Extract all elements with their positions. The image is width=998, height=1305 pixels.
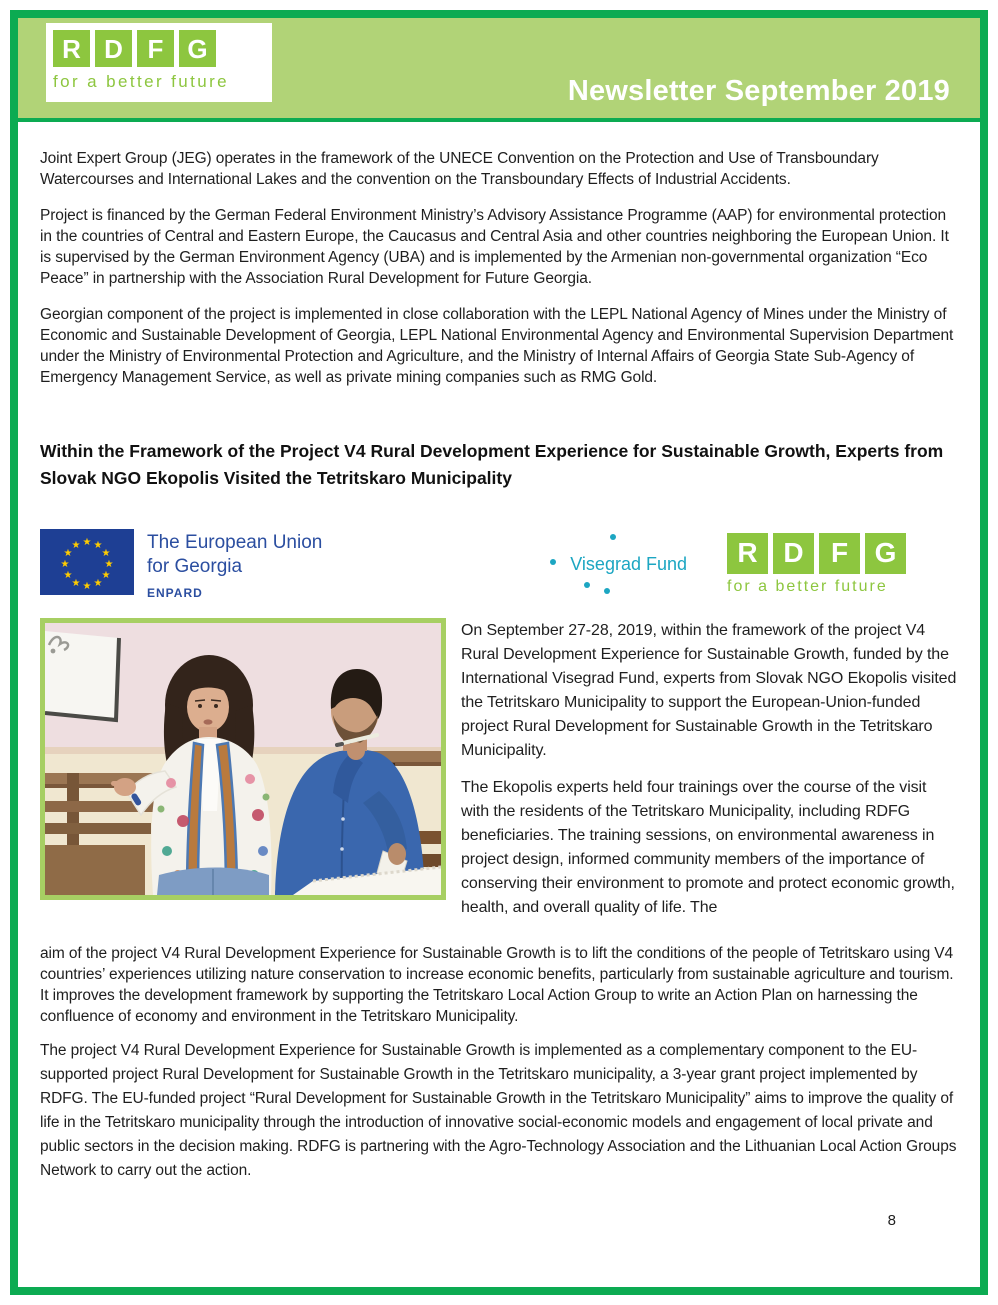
workshop-photo [40,618,446,900]
svg-text:★: ★ [60,558,70,570]
visegrad-dot-icon [604,588,610,594]
visegrad-fund-logo [570,554,687,575]
rdfg-letter-square: R [727,533,768,574]
svg-text:★: ★ [63,569,73,581]
rdfg-letter-square: R [53,30,90,67]
projection-screen [45,631,119,720]
visegrad-dot-icon [584,582,590,588]
article-paragraph: On September 27-28, 2019, within the framework of the project V4 Rural Development Experience for Sustainable Growth, funded by the International Visegrad Fund, experts from Slovak NGO Ekopolis visited the Tetritskaro Municipality to support the European-Union-funded project Rural Development for Sustainable Growth in the Tetritskaro Municipality. [461,622,957,759]
article-paragraph-continued: aim of the project V4 Rural Development Experience for Sustainable Growth is to lift the conditions of the people of Tetritskaro using V4 countries’ experiences utilizing nature conservation to increase economic benefits, particularly from sustainable agriculture and tourism. It improves the development framework by supporting the Tetritskaro Local Action Group to write an Action Plan on harnessing the confluence of economy and environment in the Tetritskaro Municipality. [40,945,954,1025]
rdfg-letter-square: F [819,533,860,574]
page-content [18,122,980,1183]
intro-paragraph: Joint Expert Group (JEG) operates in the framework of the UNECE Convention on the Protection and Use of Transboundary Watercourses and International Lakes and the convention on the Transboundary Effects of Industrial Accidents. [40,150,879,188]
rdfg-logo-article [727,533,906,596]
article-paragraph-final: The project V4 Rural Development Experience for Sustainable Growth is implemented as a complementary component to the EU-supported project Rural Development for Sustainable Growth in the Tetritskaro municipality, a 3-year grant project implemented by RDFG. The EU-funded project “Rural Development for Sustainable Growth in the Tetritskaro Municipality” aims to improve the quality of life in the Tetritskaro municipality through the introduction of innovative social-economic models and engagement of local private and public sectors in the decision making. RDFG is partnering with the Agro-Technology Association and the Lithuanian Local Action Groups Network to carry out the action. [40,1042,957,1179]
svg-text:★: ★ [82,580,92,592]
rdfg-letter-square: F [137,30,174,67]
svg-text:★: ★ [82,536,92,548]
rdfg-logo-header [46,23,272,102]
rdfg-letter-square: G [865,533,906,574]
eu-text-line: The European Union [147,531,323,553]
rdfg-logo-squares [727,533,906,574]
page-number: 8 [887,1212,896,1229]
intro-paragraph: Georgian component of the project is implemented in close collaboration with the LEPL National Agency of Mines under the Ministry of Economic and Sustainable Development of Georgia, LEPL National Environmental Agency and Environmental Supervision Department under the Ministry of Environmental Protection and Agriculture, and the Ministry of Internal Affairs of Georgia State Sub-Agency of Emergency Management Service, as well as private mining companies such as RMG Gold. [40,306,954,386]
enpard-label: ENPARD [147,585,203,600]
svg-text:★: ★ [101,547,111,559]
article-side-text [461,618,958,933]
rdfg-letter-square: D [95,30,132,67]
visegrad-dot-icon [610,534,616,540]
eu-flag-icon [40,529,134,595]
eu-logo [40,529,322,600]
header-band [18,18,980,122]
newsletter-title: Newsletter September 2019 [567,75,950,107]
workshop-photo-illustration [45,623,441,895]
partner-logos-row [40,518,958,610]
svg-text:★: ★ [93,539,103,551]
rdfg-letter-square: D [773,533,814,574]
svg-text:★: ★ [93,577,103,589]
article-heading: Within the Framework of the Project V4 Rural Development Experience for Sustainable Growth, Experts from Slovak NGO Ekopolis Visited the Tetritskaro Municipality [40,441,944,488]
rdfg-tagline: for a better future [53,72,230,91]
svg-text:★: ★ [104,558,114,570]
page-frame [10,10,988,1295]
svg-text:★: ★ [71,539,81,551]
intro-paragraph: Project is financed by the German Federal Environment Ministry’s Advisory Assistance Programme (AAP) for environmental protection in the countries of Central and Eastern Europe, the Caucasus and Central Asia and other countries neighboring the European Union. It is supervised by the German Environment Agency (UBA) and is implemented by the Armenian non-governmental organization “Eco Peace” in partnership with the Association Rural Development for Future Georgia. [40,207,949,287]
article-paragraph: The Ekopolis experts held four trainings over the course of the visit with the residents of the Tetritskaro Municipality, including RDFG beneficiaries. The training sessions, on environmental awareness in project design, informed community members of the importance of conserving their environment to promote and protect economic growth, health, and overall quality of life. The [461,779,955,916]
eu-text-line: for Georgia [147,555,243,577]
eu-logo-text [147,529,322,600]
svg-text:★: ★ [63,547,73,559]
rdfg-tagline: for a better future [727,577,888,595]
visegrad-dot-icon [550,559,556,565]
rdfg-logo-squares [53,30,272,67]
svg-text:★: ★ [101,569,111,581]
article-body [40,618,958,933]
svg-text:★: ★ [71,577,81,589]
visegrad-label: Visegrad Fund [570,553,687,574]
rdfg-letter-square: G [179,30,216,67]
